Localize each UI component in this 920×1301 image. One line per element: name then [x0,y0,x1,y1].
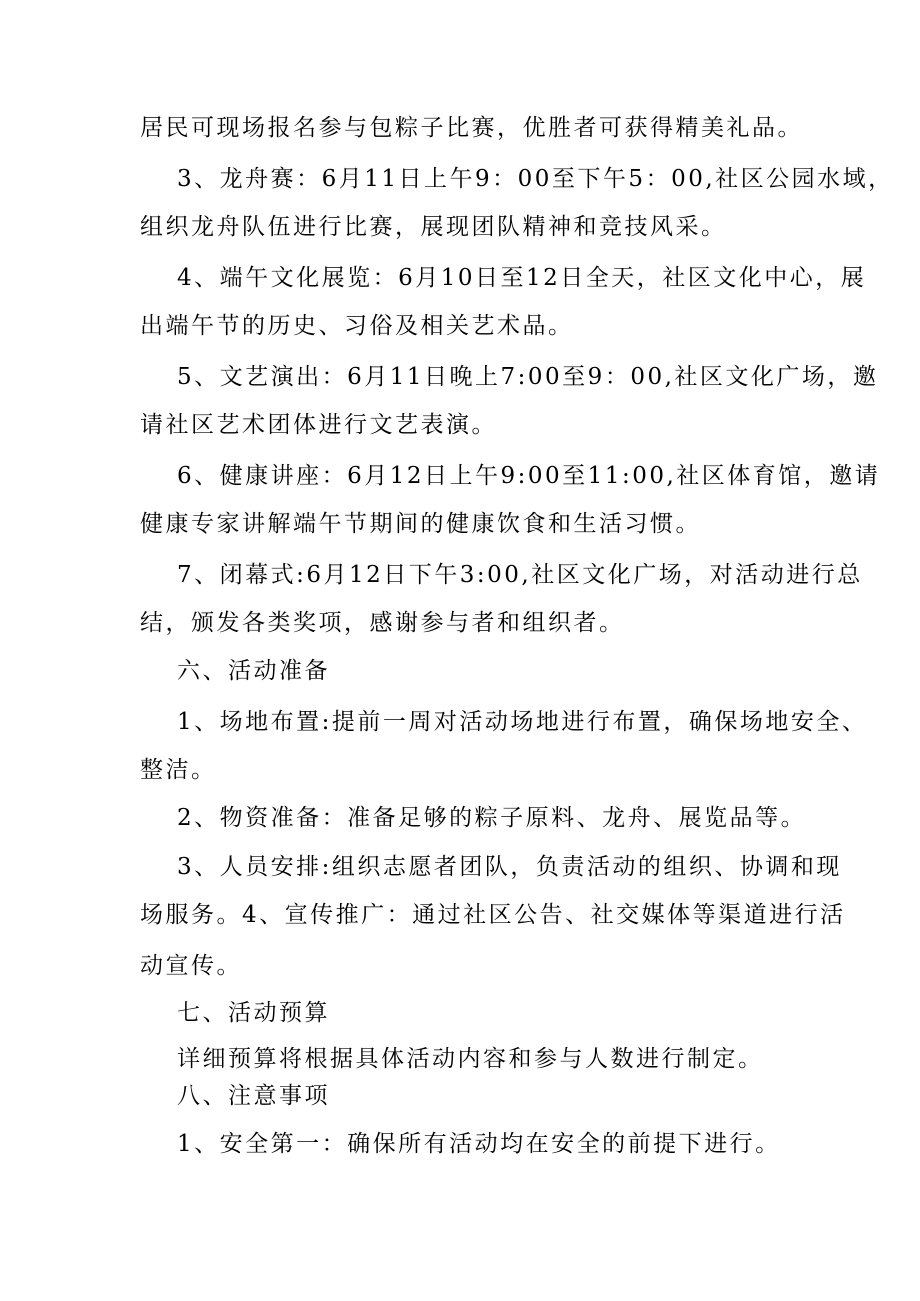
text-line: 1、安全第一：确保所有活动均在安全的前提下进行。 [177,1131,781,1157]
text-line: 3、人员安排:组织志愿者团队，负责活动的组织、协调和现 [177,854,842,880]
text-line: 5、文艺演出：6月11日晚上7:00至9：00,社区文化广场，邀 [177,364,879,390]
text-line: 4、端午文化展览：6月10日至12日全天，社区文化中心，展 [177,265,867,291]
text-line: 2、物资准备：准备足够的粽子原料、龙舟、展览品等。 [177,805,807,831]
text-line: 详细预算将根据具体活动内容和参与人数进行制定。 [177,1046,764,1072]
section-heading: 八、注意事项 [177,1083,330,1109]
text-line: 3、龙舟赛：6月11日上午9：00至下午5：00,社区公园水域， [177,166,894,192]
text-line: 整洁。 [140,757,217,783]
text-line: 7、闭幕式:6月12日下午3:00,社区文化广场，对活动进行总 [177,562,863,588]
text-line: 6、健康讲座：6月12日上午9:00至11:00,社区体育馆，邀请 [177,463,881,489]
text-line: 请社区艺术团体进行文艺表演。 [140,412,497,438]
text-line: 居民可现场报名参与包粽子比赛，优胜者可获得精美礼品。 [140,115,803,141]
text-line: 场服务。4、宣传推广：通过社区公告、社交媒体等渠道进行活 [140,902,846,928]
section-heading: 七、活动预算 [177,1000,330,1026]
text-line: 出端午节的历史、习俗及相关艺术品。 [140,313,574,339]
text-line: 组织龙舟队伍进行比赛，展现团队精神和竞技风采。 [140,214,727,240]
text-line: 健康专家讲解端午节期间的健康饮食和生活习惯。 [140,511,701,537]
text-line: 1、场地布置:提前一周对活动场地进行布置，确保场地安全、 [177,709,868,735]
text-line: 动宣传。 [140,953,242,979]
section-heading: 六、活动准备 [177,658,330,684]
text-line: 结，颁发各类奖项，感谢参与者和组织者。 [140,610,625,636]
